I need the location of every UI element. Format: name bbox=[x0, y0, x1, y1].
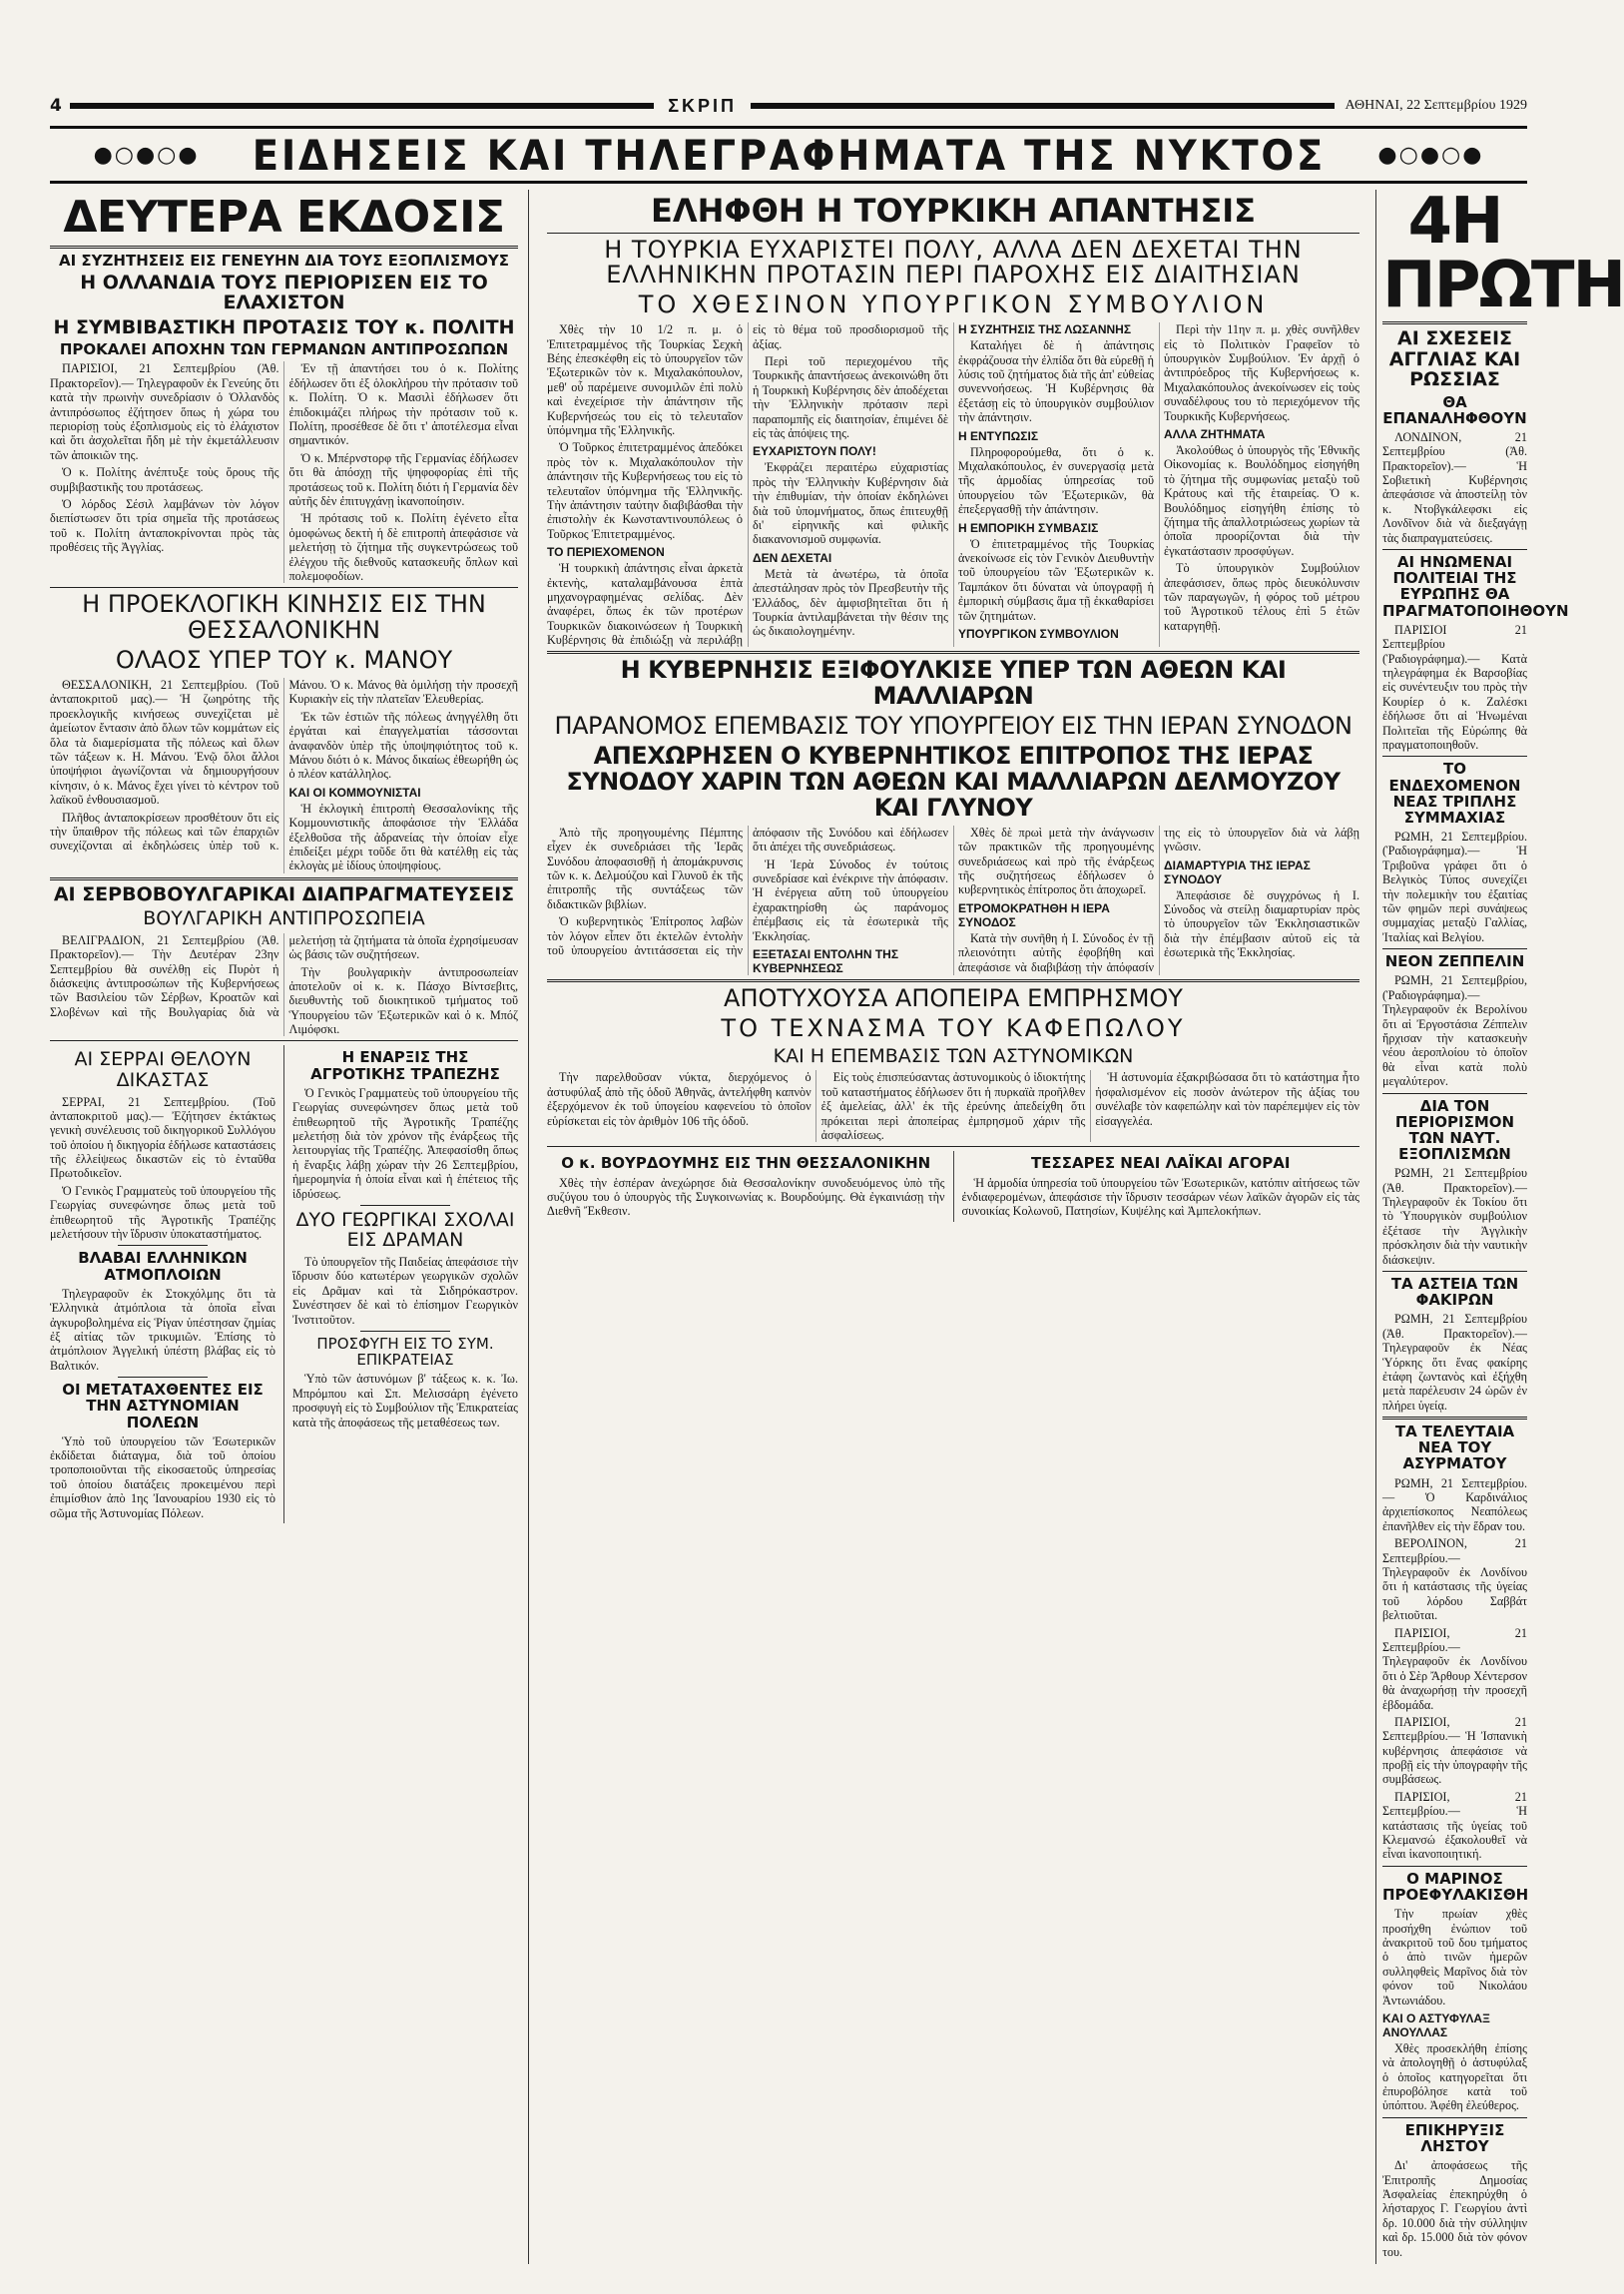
headline: Η ΠΡΟΕΚΛΟΓΙΚΗ ΚΙΝΗΣΙΣ ΕΙΣ ΤΗΝ ΘΕΣΣΑΛΟΝΙΚΗΝ bbox=[82, 590, 486, 645]
paragraph: Ὑπὸ τῶν ἀστυνόμων β' τάξεως κ. κ. Ἰω. Μπρόμπου καὶ Σπ. Μελισσάρη ἐγένετο προσφυγὴ εἰς τὸ Συμβούλιον τῆς Ἐπικρατείας κατὰ τῆς ἀποφάσεως τῆς μεταθέσεως των. bbox=[292, 1372, 518, 1430]
paragraph: Τὴν βουλγαρικὴν ἀντιπροσωπείαν ἀποτελοῦν οἱ κ. κ. Πάσχο Βίντσεβιτς, διευθυντὴς τοῦ διοικητικοῦ τμήματος τοῦ Ὑπουργείου τῶν Ἐξωτερικῶν καὶ ὁ κ. Μπόζ Λιμόφσκι. bbox=[288, 964, 518, 1037]
paragraph: Ὁ λόρδος Σέσιλ λαμβάνων τὸν λόγον διεπίστωσεν ὅτι τρία σημεῖα τῆς προτάσεως τοῦ κ. Πολίτη ἀνταποκρίνονται πρὸς τὰς προθέσεις τῆς Ἀγγλίας. bbox=[50, 496, 279, 555]
paragraph: Ἡ τουρκικὴ ἀπάντησις εἶναι ἀρκετὰ ἐκτενὴς, καταλαμβάνουσα ἑπτὰ μηχανογραφημένας σελίδας. Δὲν ἀναφέρει, ὅπως ἐκ τῶν προτέρων Τουρκικῶν διακοινώσεων ἡ Τουρκικὴ Κυβέρνησις θὰ ἐπιδιώξῃ νὰ περιλάβῃ εἰς τὸ θέμα τοῦ προσδιορισμοῦ τῆς ἀξίας. bbox=[547, 322, 948, 648]
paragraph: ΠΑΡΙΣΙΟΙ, 21 Σεπτεμβρίου.— Ἡ κατάστασις τῆς ὑγείας τοῦ Κλεμανσώ ἐξακολουθεῖ νὰ εἶναι ἱκανοποιητική. bbox=[1382, 1789, 1527, 1862]
headline: ΕΠΙΚΗΡΥΞΙΣ ΛΗΣΤΟΥ bbox=[1404, 2120, 1505, 2156]
ornament-right-icon: ●○●○● bbox=[1377, 142, 1484, 168]
paragraph: ΠΑΡΙΣΙΟΙ, 21 Σεπτεμβρίου.— Ἡ Ἰσπανικὴ κυβέρνησις ἀπεφάσισε νὰ προβῇ εἰς τὴν ὑπογραφὴν τῆς συμβάσεως. bbox=[1382, 1714, 1527, 1787]
divider bbox=[547, 1146, 1359, 1147]
subheading: ΚΑΙ Ο ΑΣΤΥΦΥΛΑΞ ΑΝΟΥΛΛΑΣ bbox=[1382, 2010, 1490, 2039]
subheading: ΥΠΟΥΡΓΙΚΟΝ ΣΥΜΒΟΥΛΙΟΝ bbox=[958, 626, 1119, 641]
headline: Η ΟΛΛΑΝΔΙΑ ΤΟΥΣ ΠΕΡΙΟΡΙΣΕΝ ΕΙΣ ΤΟ ΕΛΑΧΙΣΤΟΝ bbox=[80, 271, 488, 314]
subheading: Η ΕΝΤΥΠΩΣΙΣ bbox=[958, 428, 1039, 443]
paragraph: ΒΕΡΟΛΙΝΟΝ, 21 Σεπτεμβρίου.— Τηλεγραφοῦν ἐκ Λονδίνου ὅτι ἡ κατάστασις τῆς ὑγείας τοῦ λόρδου Σαββάτ βελτιοῦται. bbox=[1382, 1536, 1527, 1623]
masthead-rule-right bbox=[751, 103, 1335, 109]
paragraph: Τὸ ὑπουργεῖον τῆς Παιδείας ἀπεφάσισε τὴν ἵδρυσιν δύο κατωτέρων γεωργικῶν σχολῶν εἰς Δρᾶμαν καὶ τὰ Σιδηρόκαστρον. Συνέστησεν δὲ καὶ τὸ ἐπίσημον Γεωργικὸν Ἰνστιτοῦτον. bbox=[292, 1255, 518, 1327]
paragraph: ΠΑΡΙΣΙΟΙ, 21 Σεπτεμβρίου.— Τηλεγραφοῦν ἐκ Λονδίνου ὅτι ὁ Σὲρ Ἄρθουρ Χέντερσον θὰ ἀναχωρήσῃ τὴν προσεχῆ ἑβδομάδα. bbox=[1382, 1625, 1527, 1712]
paragraph: ΘΕΣΣΑΛΟΝΙΚΗ, 21 Σεπτεμβρίου. (Τοῦ ἀνταποκριτοῦ μας).— Ἡ ζωηρότης τῆς προεκλογικῆς κινήσεως συνεχίζεται μὲ ἀμείωτον ἔντασιν ἀπὸ ὅλων τῶν κομμάτων εἰς ὅλα τὰ διαμερίσματα τῆς πόλεως καὶ ὅλων τῶν τάξεων κ. Η. Μάνου. Ἐνῷ ὅλοι ἄλλοι ὑποψήφιοι ἀγωνίζονται νὰ δημιουργήσουν κίνησιν, ὁ κ. Μάνος ἔχει γίνει τὸ κέντρον τοῦ λαϊκοῦ ἐνθουσιασμοῦ. bbox=[50, 678, 279, 808]
paragraph: ΒΕΛΙΓΡΑΔΙΟΝ, 21 Σεπτεμβρίου (Ἀθ. Πρακτορεῖον).— Τὴν Δευτέραν 23ην Σεπτεμβρίου θὰ συνέλθῃ εἰς Πυρὸτ ἡ διάσκεψις ἀντιπροσώπων τῆς Κυβερνήσεως τῶν Βασιλείου τῶν Σέρβων, Κροατῶν καὶ Σλοβένων καὶ τῆς Βουλγαρίας διὰ νὰ μελετήσῃ τὰ ζητήματα τὰ ὁποῖα ἐχρησίμευσαν ὡς βάσις τῶν συζητήσεων. bbox=[50, 932, 518, 1019]
headline: ΒΛΑΒΑΙ ΕΛΛΗΝΙΚΩΝ ΑΤΜΟΠΛΟΙΩΝ bbox=[78, 1249, 248, 1284]
headline: ΑΙ ΣΕΡΒΟΒΟΥΛΓΑΡΙΚΑΙ ΔΙΑΠΡΑΓΜΑΤΕΥΣΕΙΣ bbox=[53, 882, 515, 905]
headline: ΑΙ ΣΧΕΣΕΙΣ ΑΓΓΛΙΑΣ ΚΑΙ ΡΩΣΣΙΑΣ bbox=[1388, 327, 1521, 391]
headline: ΑΠΕΧΩΡΗΣΕΝ Ο ΚΥΒΕΡΝΗΤΙΚΟΣ ΕΠΙΤΡΟΠΟΣ ΤΗΣ ΙΕΡΑΣ ΣΥΝΟΔΟΥ ΧΑΡΙΝ ΤΩΝ ΑΘΕΩΝ ΚΑΙ ΜΑΛΛΙΑΡΩΝ ΔΕΛΜΟΥΖΟΥ ΚΑΙ ΓΛΥΝΟΥ bbox=[566, 742, 1341, 822]
banner-title: ΕΙΔΗΣΕΙΣ ΚΑΙ ΤΗΛΕΓΡΑΦΗΜΑΤΑ ΤΗΣ ΝΥΚΤΟΣ bbox=[252, 130, 1326, 180]
left-column bbox=[50, 190, 529, 2264]
ornament-left-icon: ●○●○● bbox=[93, 142, 200, 168]
divider bbox=[360, 1331, 450, 1332]
middle-column bbox=[539, 190, 1367, 2264]
article-body bbox=[50, 678, 518, 873]
paragraph: Τὸ ὑπουργικὸν Συμβούλιον ἀπεφάσισεν, ὅπως πρὸς διευκόλυνσιν τῶν παραγωγῶν, ἡ φόρος τοῦ μέτρου τοῦ Ἀγροτικοῦ τέλους ἐπὶ 5 ἐτῶν καταργηθῇ. bbox=[1164, 561, 1359, 633]
left-bottom-row bbox=[50, 1045, 518, 1523]
subheading: ΕΞΕΤΑΣΑΙ ΕΝΤΟΛΗΝ ΤΗΣ ΚΥΒΕΡΝΗΣΕΩΣ bbox=[753, 947, 899, 976]
divider bbox=[1382, 1866, 1527, 1867]
divider bbox=[1382, 756, 1527, 757]
divider bbox=[360, 1205, 450, 1206]
article-body bbox=[547, 1070, 1359, 1142]
right-column bbox=[1375, 185, 1624, 2264]
paragraph: Τὴν παρελθοῦσαν νύκτα, διερχόμενος ὁ ἀστυφύλαξ ἀπὸ τῆς ὁδοῦ Ἀθηνᾶς, ἀντελήφθη καπνὸν ἐξερχόμενον ἐκ τοῦ ὑπογείου καφενείου τὸ ὁποῖον εὑρίσκεται εἰς τὸν ἀριθμὸν 106 τῆς ὁδοῦ. bbox=[547, 1070, 812, 1128]
paragraph: Ὁ Τοῦρκος ἐπιτετραμμένος ἀπεδόκει πρὸς τὸν κ. Μιχαλακόπουλον τὴν ἀπάντησιν τῆς Κυβερνήσεως του εἰς τὸ τελευταῖον ὑπόμνημα τῆς Ἑλληνικῆς. Τὴν ἀπάντησιν ταύτην διαβιβάσθαι τὴν ἐπιστολὴν ἐκ Κωνσταντινουπόλεως ὁ Τοῦρκος Ἐπιτετραμμένος. bbox=[547, 440, 743, 541]
headline: ΠΑΡΑΝΟΜΟΣ ΕΠΕΜΒΑΣΙΣ ΤΟΥ ΥΠΟΥΡΓΕΙΟΥ ΕΙΣ ΤΗΝ ΙΕΡΑΝ ΣΥΝΟΔΟΝ bbox=[554, 712, 1353, 741]
edition-title: ΔΕΥΤΕΡΑ ΕΚΔΟΣΙΣ bbox=[63, 192, 505, 243]
article-serres bbox=[50, 1045, 275, 1523]
divider bbox=[1382, 1093, 1527, 1094]
headline: ΑΙ ΗΝΩΜΕΝΑΙ ΠΟΛΙΤΕΙΑΙ ΤΗΣ ΕΥΡΩΠΗΣ ΘΑ ΠΡΑΓΜΑΤΟΠΟΙΗΘΟΥΝ bbox=[1382, 553, 1569, 620]
paragraph: Ὁ κ. Μπέρνστορφ τῆς Γερμανίας ἐδήλωσεν ὅτι θὰ ἀπόσχῃ τῆς ψηφοφορίας ἐπὶ τῆς προτάσεως τοῦ κ. Πολίτη διότι ἡ Γερμανία δὲν αὐτῆς δὲν ἐπιτυγχάνῃ ἱκανοποίησιν. bbox=[288, 450, 518, 508]
page-number: 4 bbox=[50, 96, 62, 116]
headline: Η ΕΝΑΡΞΙΣ ΤΗΣ ΑΓΡΟΤΙΚΗΣ ΤΡΑΠΕΖΗΣ bbox=[310, 1048, 500, 1083]
headline: ΝΕΟΝ ΖΕΠΠΕΛΙΝ bbox=[1384, 952, 1525, 971]
headline: ΕΛΗΦΘΗ Η ΤΟΥΡΚΙΚΗ ΑΠΑΝΤΗΣΙΣ bbox=[650, 192, 1257, 230]
paragraph: ΡΩΜΗ, 21 Σεπτεμβρίου, (Ῥαδιογράφημα).— Τηλεγραφοῦν ἐκ Βερολίνου ὅτι αἱ Ἐργοστάσια Ζέππελιν ἤρχισαν τὴν κατασκευὴν νέου ἀεροπλοίου τὸ ὁποῖον θὰ εἶναι κατὰ πολὺ μεγαλύτερον. bbox=[1382, 973, 1527, 1089]
paragraph: ΠΑΡΙΣΙΟΙ 21 Σεπτεμβρίου (Ῥαδιογράφημα).— Κατὰ τηλεγράφημα ἐκ Βαρσοβίας εἰς συνέντευξιν του πρὸς τὴν Κουρίερ ὁ κ. Ζαλέσκι ἐδήλωσε ὅτι αἱ Ἡνωμέναι Πολιτεῖαι τῆς Εὐρώπης θὰ πραγματοποιηθοῦν. bbox=[1382, 622, 1527, 752]
headline: ΑΙ ΣΥΖΗΤΗΣΕΙΣ ΕΙΣ ΓΕΝΕΥΗΝ ΔΙΑ ΤΟΥΣ ΕΞΟΠΛΙΣΜΟΥΣ bbox=[59, 251, 509, 270]
divider bbox=[50, 587, 518, 588]
divider bbox=[547, 651, 1359, 654]
article-body bbox=[50, 933, 518, 1037]
paragraph: Ἡ Ἱερὰ Σύνοδος ἐν τούτοις συνεδρίασε καὶ ἐνέκρινε τὴν ἀπόφασιν. Ἡ ἐνέργεια αὕτη τοῦ ὑπουργείου ἐχαρακτηρίσθη ὡς παράνομος ἐπέμβασις εἰς τὰ ἐσωτερικὰ τῆς Ἐκκλησίας. bbox=[753, 857, 948, 943]
paragraph: Ὁ κ. Πολίτης ἀνέπτυξε τοὺς ὅρους τῆς συμβιβαστικῆς του προτάσεως. bbox=[50, 465, 279, 494]
paragraph: Τὴν πρωίαν χθὲς προσήχθη ἐνώπιον τοῦ ἀνακριτοῦ τοῦ δου τμήματος ὁ ἀπὸ τινῶν ἡμερῶν συλληφθεὶς Μαρῖνος διὰ τὸν φόνον τοῦ Νικολάου Ἀντωνιάδου. bbox=[1382, 1907, 1527, 2007]
article-body bbox=[547, 322, 1359, 647]
paragraph: Μετὰ τὰ ἀνωτέρω, τὰ ὁποῖα ἀπεστάλησαν πρὸς τὸν Πρεσβευτὴν τῆς Ἑλλάδος, δὲν ἀμφισβητεῖται ὅτι ἡ Τουρκία ἀντιλαμβάνεται τὴν θέσιν της ὡς δικαιολογημένην. bbox=[753, 566, 948, 639]
headline: ΤΟ ΕΝΔΕΧΟΜΕΝΟΝ ΝΕΑΣ ΤΡΙΠΛΗΣ ΣΥΜΜΑΧΙΑΣ bbox=[1388, 760, 1521, 827]
article-body bbox=[50, 361, 518, 583]
paragraph: Χθὲς προσεκλήθη ἐπίσης νὰ ἀπολογηθῇ ὁ ἀστυφύλαξ ὁ ὁποῖος κατηγορεῖται ὅτι ἐπυροβόλησε κατὰ τοῦ ὑπόπτου. Ἀφέθη ἐλεύθερος. bbox=[1382, 2040, 1527, 2113]
paragraph: Εἰς τοὺς ἐπισπεύσαντας ἀστυνομικοὺς ὁ ἰδιοκτήτης τοῦ καταστήματος ἐδήλωσεν ὅτι ἡ πυρκαϊὰ προῆλθεν ἐξ ἀμελείας, ἀλλ' ἐκ τῆς ἐρεύνης ἀπεδείχθη ὅτι πρόκειται περὶ ἀποπείρας ἐμπρησμοῦ χάριν τῆς ἀσφαλίσεως. bbox=[820, 1070, 1086, 1142]
divider bbox=[50, 877, 518, 880]
paragraph: Καταλήγει δὲ ἡ ἀπάντησις ἐκφράζουσα τὴν ἐλπίδα ὅτι θὰ εὑρεθῇ ἡ λύσις τοῦ ζητήματος διὰ τῆς ἀπ' εὐθείας συνεννοήσεως. Ἡ Κυβέρνησις θὰ ἐξετάσῃ εἰς τὸ ὑπουργικὸν συμβούλιον τὴν ἀπάντησιν. bbox=[958, 338, 1154, 425]
divider bbox=[547, 979, 1359, 982]
paragraph: Ἡ ἀστυνομία ἐξακριβώσασα ὅτι τὸ κατάστημα ἦτο ἠσφαλισμένον εἰς ποσὸν ἀνώτερον τῆς ἀξίας του συνέλαβε τὸν καφεπώλην καὶ τὸν παρέπεμψεν εἰς τὸν εἰσαγγελέα. bbox=[1095, 1070, 1359, 1128]
subheading: Η ΣΥΖΗΤΗΣΙΣ ΤΗΣ ΛΩΣΑΝΝΗΣ bbox=[958, 322, 1132, 337]
divider bbox=[50, 246, 518, 249]
divider bbox=[1382, 1271, 1527, 1272]
article-vourdoumis bbox=[547, 1151, 945, 1221]
divider bbox=[1382, 1417, 1527, 1420]
divider bbox=[1382, 948, 1527, 949]
divider bbox=[118, 1377, 208, 1378]
paragraph: ΠΑΡΙΣΙΟΙ, 21 Σεπτεμβρίου (Ἀθ. Πρακτορεῖον).— Τηλεγραφοῦν ἐκ Γενεύης ὅτι κατὰ τὴν πρωινὴν συνεδρίασιν ὁ Ὁλλανδὸς ἀντιπρόσωπος ἐζήτησεν ὅπως ἡ χώρα του περιορίσῃ τοὺς ἐξοπλισμοὺς εἰς τὸ ἐλάχιστον καὶ ὅτι ἀσχολεῖται ἤδη μὲ τὴν ἐκμετάλλευσιν τῶν ἀποικιῶν της. bbox=[50, 361, 279, 462]
headline: Ο ΜΑΡΙΝΟΣ ΠΡΟΕΦΥΛΑΚΙΣΘΗ bbox=[1382, 1869, 1529, 1904]
article-turkey bbox=[547, 194, 1359, 647]
headline: ΠΡΟΣΦΥΓΗ ΕΙΣ ΤΟ ΣΥΜ. ΕΠΙΚΡΑΤΕΙΑΣ bbox=[316, 1334, 494, 1370]
paragraph: Τηλεγραφοῦν ἐκ Στοκχόλμης ὅτι τὰ Ἑλληνικὰ ἀτμόπλοια τὰ ὁποῖα εἶναι ἀγκυροβολημένα εἰς Ῥίγαν ὑπέστησαν ζημίας ἐξ αἰτίας τῶν τρικυμιῶν. Ἐπίσης τὸ ἀτμόπλοιον Ἀγγελική ὑπέστη βλάβας εἰς τὸ Βαλτικόν. bbox=[50, 1286, 275, 1373]
subheading: ΑΛΛΑ ΖΗΤΗΜΑΤΑ bbox=[1164, 427, 1266, 441]
paragraph: ΡΩΜΗ, 21 Σεπτεμβρίου.— Ὁ Καρδινάλιος ἀρχιεπίσκοπος Νεαπόλεως ἐπανῆλθεν εἰς τὴν ἕδραν του. bbox=[1382, 1475, 1527, 1533]
paragraph: Ὁ ἐπιτετραμμένος τῆς Τουρκίας ἀνεκοίνωσε εἰς τὸν Γενικὸν Διευθυντὴν τοῦ ὑπουργείου τῶν Ἐξωτερικῶν κ. Ταμπάκον ὅτι δύναται νὰ ὑπογραφῇ ἡ ἐμπορικὴ σύμβασις ἅμα τῇ ἐκκαθαρίσει τῶν ζητημάτων. bbox=[958, 536, 1154, 623]
subheading: ΕΤΡΟΜΟΚΡΑΤΗΘΗ Η ΙΕΡΑ ΣΥΝΟΔΟΣ bbox=[958, 900, 1110, 929]
paragraph: ΡΩΜΗ, 21 Σεπτεμβρίου (Ἀθ. Πρακτορεῖον).— Τηλεγραφοῦν ἐκ Νέας Ὑόρκης ὅτι ἕνας φακίρης ἐτάφη ζωντανὸς καὶ ἐξήχθη μετὰ παρέλευσιν 24 ὡρῶν ἐν πλήρει ὑγείᾳ. bbox=[1382, 1312, 1527, 1413]
paragraph: Χθὲς δὲ πρωὶ μετὰ τὴν ἀνάγνωσιν τῶν πρακτικῶν τῆς προηγουμένης συνεδριάσεως καὶ πρὸ τῆς ἐνάρξεως τῆς συζητήσεως ἐδήλωσεν ὁ κυβερνητικὸς ἐπίτροπος ὅτι ἀποχωρεῖ. bbox=[958, 825, 1154, 897]
headline: ΤΕΣΣΑΡΕΣ ΝΕΑΙ ΛΑΪΚΑΙ ΑΓΟΡΑΙ bbox=[1031, 1154, 1291, 1173]
subheading: Η ΕΜΠΟΡΙΚΗ ΣΥΜΒΑΣΙΣ bbox=[958, 520, 1099, 535]
headline: ΤΟ ΤΕΧΝΑΣΜΑ ΤΟΥ ΚΑΦΕΠΩΛΟΥ bbox=[721, 1013, 1186, 1042]
article-geneva bbox=[50, 253, 518, 584]
paragraph: Πληροφορούμεθα, ὅτι ὁ κ. Μιχαλακόπουλος, ἐν συνεργασίᾳ μετὰ τῆς ἁρμοδίας ὑπηρεσίας τοῦ ὑπουργείου τῶν Ἐξωτερικῶν, θὰ ἐπεξεργασθῇ τὴν ἀπάντησιν. bbox=[958, 444, 1154, 517]
paragraph: Ἡ πρότασις τοῦ κ. Πολίτη ἐγένετο εἶτα ὁμοφώνως δεκτὴ ἡ δὲ επιτροπὴ ἀπεφάσισε νὰ μελετήσῃ τὸ ζήτημα τῆς συγκεντρώσεως τοῦ ἐλέγχου τῆς διεθνοῦς κατασκευῆς ὅπλων καὶ πολεμοφοδίων. bbox=[288, 511, 518, 583]
paragraph: Δι' ἀποφάσεως τῆς Ἐπιτροπῆς Δημοσίας Ἀσφαλείας ἐπεκηρύχθη ὁ λήσταρχος Γ. Γεωργίου ἀντὶ δρ. 10.000 διὰ τὴν σύλληψιν καὶ δρ. 15.000 διὰ τὸν φόνον του. bbox=[1382, 2158, 1527, 2259]
headline: ΑΙ ΣΕΡΡΑΙ ΘΕΛΟΥΝ ΔΙΚΑΣΤΑΣ bbox=[74, 1048, 252, 1091]
paragraph: Πλῆθος ἀνταποκρίσεων προσθέτουν ὅτι εἰς τὴν ὕπαιθρον τῆς πόλεως καὶ τῶν ἐπαρχιῶν συνεχίζονται αἱ ἐκδηλώσεις ὑπὲρ τοῦ κ. Μάνου. Ὁ κ. Μάνος θὰ ὁμιλήσῃ τὴν προσεχῆ Κυριακὴν εἰς τὴν πλατεῖαν Ἐλευθερίας. bbox=[50, 678, 518, 854]
headline: Η ΤΟΥΡΚΙΑ ΕΥΧΑΡΙΣΤΕΙ ΠΟΛΥ, ΑΛΛΑ ΔΕΝ ΔΕΧΕΤΑΙ ΤΗΝ ΕΛΛΗΝΙΚΗΝ ΠΡΟΤΑΣΙΝ ΠΕΡΙ ΠΑΡΟΧΗΣ ΕΙΣ ΔΙΑΙΤΗΣΙΑΝ bbox=[604, 235, 1303, 289]
headline: ΑΠΟΤΥΧΟΥΣΑ ΑΠΟΠΕΙΡΑ ΕΜΠΡΗΣΜΟΥ bbox=[724, 984, 1183, 1013]
headline: ΒΟΥΛΓΑΡΙΚΗ ΑΝΤΙΠΡΟΣΩΠΕΙΑ bbox=[143, 907, 425, 930]
paragraph: Περὶ τοῦ περιεχομένου τῆς Τουρκικῆς ἀπαντήσεως ἀνεκοινώθη ὅτι ἡ Τουρκικὴ Κυβέρνησις δὲν ἀποδέχεται τὴν Ἑλληνικὴν πρότασιν περὶ παραπομπῆς εἰς διαιτησίαν, ἐπιμένει δὲ εἰς τὰς ἀπόψεις της. bbox=[753, 354, 948, 440]
paper-name: ΣΚΡΙΠ bbox=[668, 95, 738, 116]
divider bbox=[1382, 2117, 1527, 2118]
paragraph: Ὁ Γενικὸς Γραμματεὺς τοῦ ὑπουργείου τῆς Γεωργίας συνεφώνησε ὅπως μετὰ τοῦ ἐπιθεωρητοῦ τῆς Ἀγροτικῆς Τραπέζης μελετήσουν τὴν ἵδρυσιν ὑποκαταστήματος. bbox=[50, 1183, 275, 1242]
paragraph: ΣΕΡΡΑΙ, 21 Σεπτεμβρίου. (Τοῦ ἀνταποκριτοῦ μας).— Ἐζήτησεν ἐκτάκτως γενικὴ συνέλευσις τοῦ δικηγορικοῦ Συλλόγου τοῦ ὁποίου ἡ δικηγορία ἐδήλωσε καταστάσεις τῆς ἐλλείψεως δικαστῶν εἰς τὸ ἐνταῦθα Πρωτοδικεῖον. bbox=[50, 1094, 275, 1181]
headline: ΚΑΙ Η ΕΠΕΜΒΑΣΙΣ ΤΩΝ ΑΣΤΥΝΟΜΙΚΩΝ bbox=[773, 1044, 1134, 1067]
paragraph: Ἐκ τῶν ἑστιῶν τῆς πόλεως ἀνηγγέλθη ὅτι ἐργάται καὶ ἐπαγγελματίαι τάσσονται ἀναφανδὸν ὑπὲρ τῆς ὑποψηφιότητος τοῦ κ. Μάνου διότι ὁ κ. Μάνος δικαίως ἐθεωρήθη ὡς ὁ πλέον κατάλληλος. bbox=[288, 709, 518, 782]
middle-bottom-row bbox=[547, 1151, 1359, 1221]
headline: ΔΥΟ ΓΕΩΡΓΙΚΑΙ ΣΧΟΛΑΙ ΕΙΣ ΔΡΑΜΑΝ bbox=[295, 1208, 515, 1252]
subheading: ΚΑΙ ΟΙ ΚΟΜΜΟΥΝΙΣΤΑΙ bbox=[288, 785, 421, 800]
headline: ΟΙ ΜΕΤΑΤΑΧΘΕΝΤΕΣ ΕΙΣ ΤΗΝ ΑΣΤΥΝΟΜΙΑΝ ΠΟΛΕΩΝ bbox=[62, 1381, 264, 1432]
subheading: ΔΕΝ ΔΕΧΕΤΑΙ bbox=[753, 550, 832, 565]
article-body bbox=[547, 826, 1359, 975]
dateline: ΑΘΗΝΑΙ, 22 Σεπτεμβρίου 1929 bbox=[1345, 98, 1527, 113]
paragraph: Ἀπὸ τῆς προηγουμένης Πέμπτης εἶχεν ἐκ συνεδριάσει τῆς Ἱερᾶς Συνόδου ἀποφασισθῇ ἡ ἀπομάκρυνσις τῶν κ. κ. Δελμούζου καὶ Γλυνοῦ ἐκ τῆς ἐπιτροπῆς τῆς συντάξεως τῶν διδακτικῶν βιβλίων. bbox=[547, 825, 743, 911]
fourth-edition-title: 4Η ΠΡΩΤΗ bbox=[1382, 185, 1624, 322]
subheading: ΔΙΑΜΑΡΤΥΡΙΑ ΤΗΣ ΙΕΡΑΣ ΣΥΝΟΔΟΥ bbox=[1164, 858, 1311, 886]
headline: ΟΛΑΟΣ ΥΠΕΡ ΤΟΥ κ. ΜΑΝΟΥ bbox=[115, 646, 453, 675]
article-agrarian bbox=[283, 1045, 518, 1523]
subheading: ΕΥΧΑΡΙΣΤΟΥΝ ΠΟΛΥ! bbox=[753, 444, 876, 459]
headline: ΤΑ ΤΕΛΕΥΤΑΙΑ ΝΕΑ ΤΟΥ ΑΣΥΡΜΑΤΟΥ bbox=[1394, 1423, 1515, 1473]
paragraph: Χθὲς τὴν 10 1/2 π. μ. ὁ Ἐπιτετραμμένος τῆς Τουρκίας Σεχκὴ Βέης ἐπεσκέφθη εἰς τὸ ὑπουργεῖον τῶν Ἐξωτερικῶν τὸν κ. Μιχαλακόπουλον, μεθ' οὗ παρέμεινε συνομιλῶν ἐπὶ πολὺ καὶ ἐνεχείρισε τὴν ἀπάντησιν τῆς Κυβερνήσεώς του εἰς τὸ τελευταῖον ὑπόμνημα τῆς Ἑλληνικῆς. bbox=[547, 322, 743, 437]
paragraph: Ὁ Γενικὸς Γραμματεὺς τοῦ ὑπουργείου τῆς Γεωργίας συνεφώνησεν ὅπως μετὰ τοῦ ἐπιθεωρητοῦ τῆς Ἀγροτικῆς Τραπέζης μελετήσῃ διὰ τὸν χρόνον τῆς ἐνάρξεως τῆς λειτουργίας τῆς Τραπέζης. Ἀπεφασίσθη ὅπως ἡ ἔναρξις λάβῃ χώραν τὴν 26 Σεπτεμβρίου, ἡμερομηνία ἡ ὁποία εἶναι καὶ ἡ ἐπέτειος τῆς ἱδρύσεως. bbox=[292, 1085, 518, 1201]
paragraph: ΡΩΜΗ, 21 Σεπτεμβρίου (Ἀθ. Πρακτορεῖον).— Τηλεγραφοῦν ἐκ Τοκίου ὅτι τὸ Ὑπουργικὸν συμβούλιον ἐξέτασε τὴν Ἀγγλικὴν πρόσκλησιν διὰ τὴν ναυτικὴν διάσκεψιν. bbox=[1382, 1166, 1527, 1267]
article-serbobulgarian bbox=[50, 884, 518, 1037]
paragraph: Κατὰ τὴν συνῆθη ἡ Ι. Σύνοδος ἐν τῇ πλειονότητι αὐτῆς ἐφοβήθη καὶ ἀπεφάσισε νὰ διαβιβάσῃ τὴν ἀπόφασίν της εἰς τὸ ὑπουργεῖον διὰ νὰ λάβῃ γνῶσιν. bbox=[958, 825, 1359, 974]
paragraph: Ἡ ἁρμοδία ὑπηρεσία τοῦ ὑπουργείου τῶν Ἐσωτερικῶν, κατόπιν αἰτήσεως τῶν ἐνδιαφερομένων, ἀπεφάσισε τὴν ἵδρυσιν τεσσάρων νέων λαϊκῶν ἀγορῶν εἰς τὰς συνοικίας Κολωνοῦ, Πατησίων, Κυψέλης καὶ Ἀμπελοκήπων. bbox=[961, 1175, 1359, 1219]
headline: ΤΟ ΧΘΕΣΙΝΟΝ ΥΠΟΥΡΓΙΚΟΝ ΣΥΜΒΟΥΛΙΟΝ bbox=[638, 290, 1269, 319]
headline: ΤΑ ΑΣΤΕΙΑ ΤΩΝ ΦΑΚΙΡΩΝ bbox=[1390, 1274, 1519, 1310]
paragraph: Ἀπεφάσισε δὲ συγχρόνως ἡ Ι. Σύνοδος νὰ στείλῃ διαμαρτυρίαν πρὸς τὸ ὑπουργεῖον τῶν Ἐκκλησιαστικῶν διὰ τὴν ἐπέμβασιν αὐτοῦ εἰς τὰ ἐσωτερικὰ τῆς Ἐκκλησίας. bbox=[1164, 887, 1359, 960]
paragraph: Ὁ κυβερνητικὸς Ἐπίτροπος λαβὼν τὸν λόγον εἶπεν ὅτι ἐκτελῶν ἐντολὴν τοῦ ὑπουργείου ἀντιτάσσεται εἰς τὴν ἀπόφασιν τῆς Συνόδου καὶ ἐδήλωσεν ὅτι ἀπέχει τῆς συνεδριάσεως. bbox=[547, 825, 948, 958]
subheading: ΤΟ ΠΕΡΙΕΧΟΜΕΝΟΝ bbox=[547, 545, 665, 560]
paragraph: Ἐκφράζει περαιτέρω εὐχαριστίας πρὸς τὴν Ἑλληνικὴν Κυβέρνησιν διὰ τὴν ἐπιθυμίαν, τὴν ὁποίαν ἐκδηλώνει διὰ τοῦ ὑπομνήματος, ὅπως ἐπιτευχθῇ δι' εἰρηνικῆς καὶ φιλικῆς διακανονισμοῦ συμφωνία. bbox=[753, 460, 948, 547]
paragraph: Χθὲς τὴν ἑσπέραν ἀνεχώρησε διὰ Θεσσαλονίκην συνοδευόμενος ὑπὸ τῆς συζύγου του ὁ ὑπουργὸς τῆς Συγκοινωνίας κ. Βουρδούμης. Θὰ ἐγκαινιάσῃ τὴν Διεθνῆ Ἔκθεσιν. bbox=[547, 1175, 945, 1219]
paragraph: ΡΩΜΗ, 21 Σεπτεμβρίου. (Ῥαδιογράφημα).— Ἡ Τριβοῦνα γράφει ὅτι ὁ Βελγικὸς Τύπος συνεχίζει τὴν πολεμικὴν του ἐξαιτίας τῶν φημῶν περὶ συνάψεως συμμαχίας μεταξὺ Γαλλίας, Ἰταλίας καὶ Βελγίου. bbox=[1382, 830, 1527, 944]
paragraph: Ἐν τῇ ἀπαντήσει του ὁ κ. Πολίτης ἐδήλωσεν ὅτι ἐξ ὁλοκλήρου τὴν πρότασιν τοῦ κ. Πολίτη. Ὁ κ. Μασιλὶ ἐδήλωσεν ὅτι ἐπιδοκιμάζει πλήρως τὴν πρότασιν τοῦ κ. Πολίτη, προσέθεσε δὲ ὅτι τ' ἀποτέλεσμα εἶναι σημαντικόν. bbox=[288, 361, 518, 448]
headline: Η ΚΥΒΕΡΝΗΣΙΣ ΕΞΙΦΟΥΛΚΙΣΕ ΥΠΕΡ ΤΩΝ ΑΘΕΩΝ ΚΑΙ ΜΑΛΛΙΑΡΩΝ bbox=[620, 656, 1287, 711]
masthead-bar bbox=[50, 95, 1527, 116]
headline: ΘΑ ΕΠΑΝΑΛΗΦΘΟΥΝ bbox=[1382, 392, 1527, 427]
article-markets bbox=[953, 1151, 1360, 1221]
masthead-rule-left bbox=[70, 103, 654, 109]
divider bbox=[1382, 549, 1527, 550]
paragraph: Ἡ ἐκλογικὴ ἐπιτροπὴ Θεσσαλονίκης τῆς Κομμουνιστικῆς ἀποφάσισε τὴν Ἑλλάδα ἐξελθοῦσα τῆς ἀδρανείας τὴν ὁποίαν εἶχε ἐπιδείξει μέχρι τοῦδε ὅτι θὰ κατέλθῃ εἰς τὰς ἐκλογὰς μὲ ἰδίους ὑποψηφίους. bbox=[288, 801, 518, 873]
headline: Ο κ. ΒΟΥΡΔΟΥΜΗΣ ΕΙΣ ΤΗΝ ΘΕΣΣΑΛΟΝΙΚΗΝ bbox=[561, 1154, 931, 1173]
article-thessaloniki bbox=[50, 592, 518, 872]
paragraph: ΛΟΝΔΙΝΟΝ, 21 Σεπτεμβρίου (Ἀθ. Πρακτορεῖον).— Ἡ Σοβιετικὴ Κυβέρνησις ἀπεφάσισε νὰ ἀποστείλῃ τὸν κ. Ντοβγκάλεφσκι εἰς Λονδῖνον διὰ νὰ διεξαγάγῃ τὰς διαπραγματεύσεις. bbox=[1382, 429, 1527, 545]
divider bbox=[118, 1245, 208, 1246]
paragraph: Ὑπὸ τοῦ ὑπουργείου τῶν Ἐσωτερικῶν ἐκδίδεται διάταγμα, διὰ τοῦ ὁποίου τροποποιοῦνται τῆς εἰκοσαετοῦς ὑπηρεσίας τοῦ ὁποίου διατάξεις προκειμένου περὶ ἐπιμίσθιον ἀπὸ 1ης Ἰανουαρίου 1930 εἰς τὸ σῶμα τῆς Ἀστυνομίας Πόλεων. bbox=[50, 1434, 275, 1520]
headline: Η ΣΥΜΒΙΒΑΣΤΙΚΗ ΠΡΟΤΑΣΙΣ ΤΟΥ κ. ΠΟΛΙΤΗ bbox=[53, 315, 515, 338]
divider bbox=[547, 233, 1359, 234]
paragraph: Ἀκολούθως ὁ ὑπουργὸς τῆς Ἐθνικῆς Οἰκονομίας κ. Βουλόδημος εἰσηγήθη τὸ ζήτημα τῆς συμφωνίας μεταξὺ τοῦ Κράτους καὶ τῆς ἑταιρείας. Ὁ κ. Βουλόδημος εἰσηγήθη ἐπίσης τὸ ζήτημα τῆς ἀπαλλοτριώσεως χωρίων τὰ ὁποῖα προορίζονται διὰ τὴν ἐγκατάστασιν προσφύγων. bbox=[1164, 443, 1359, 558]
section-banner bbox=[50, 126, 1527, 184]
article-synod bbox=[547, 658, 1359, 975]
paragraph: Περὶ τὴν 11ην π. μ. χθὲς συνῆλθεν εἰς τὸ Πολιτικὸν Γραφεῖον τὸ ὑπουργικὸν Συμβούλιον. Ἐν ἀρχῇ ὁ ἀντιπρόεδρος τῆς Κυβερνήσεως κ. Μιχαλακόπουλος ἀνεκοίνωσεν εἰς τοὺς συναδέλφους του τὸ περιεχόμενον τῆς Τουρκικῆς Κυβερνήσεως. bbox=[1164, 322, 1359, 423]
article-arson bbox=[547, 986, 1359, 1142]
headline: ΠΡΟΚΑΛΕΙ ΑΠΟΧΗΝ ΤΩΝ ΓΕΡΜΑΝΩΝ ΑΝΤΙΠΡΟΣΩΠΩΝ bbox=[59, 340, 509, 359]
headline: ΔΙΑ ΤΟΝ ΠΕΡΙΟΡΙΣΜΟΝ ΤΩΝ ΝΑΥΤ. ΕΞΟΠΛΙΣΜΩΝ bbox=[1394, 1096, 1515, 1164]
divider bbox=[50, 1040, 518, 1041]
